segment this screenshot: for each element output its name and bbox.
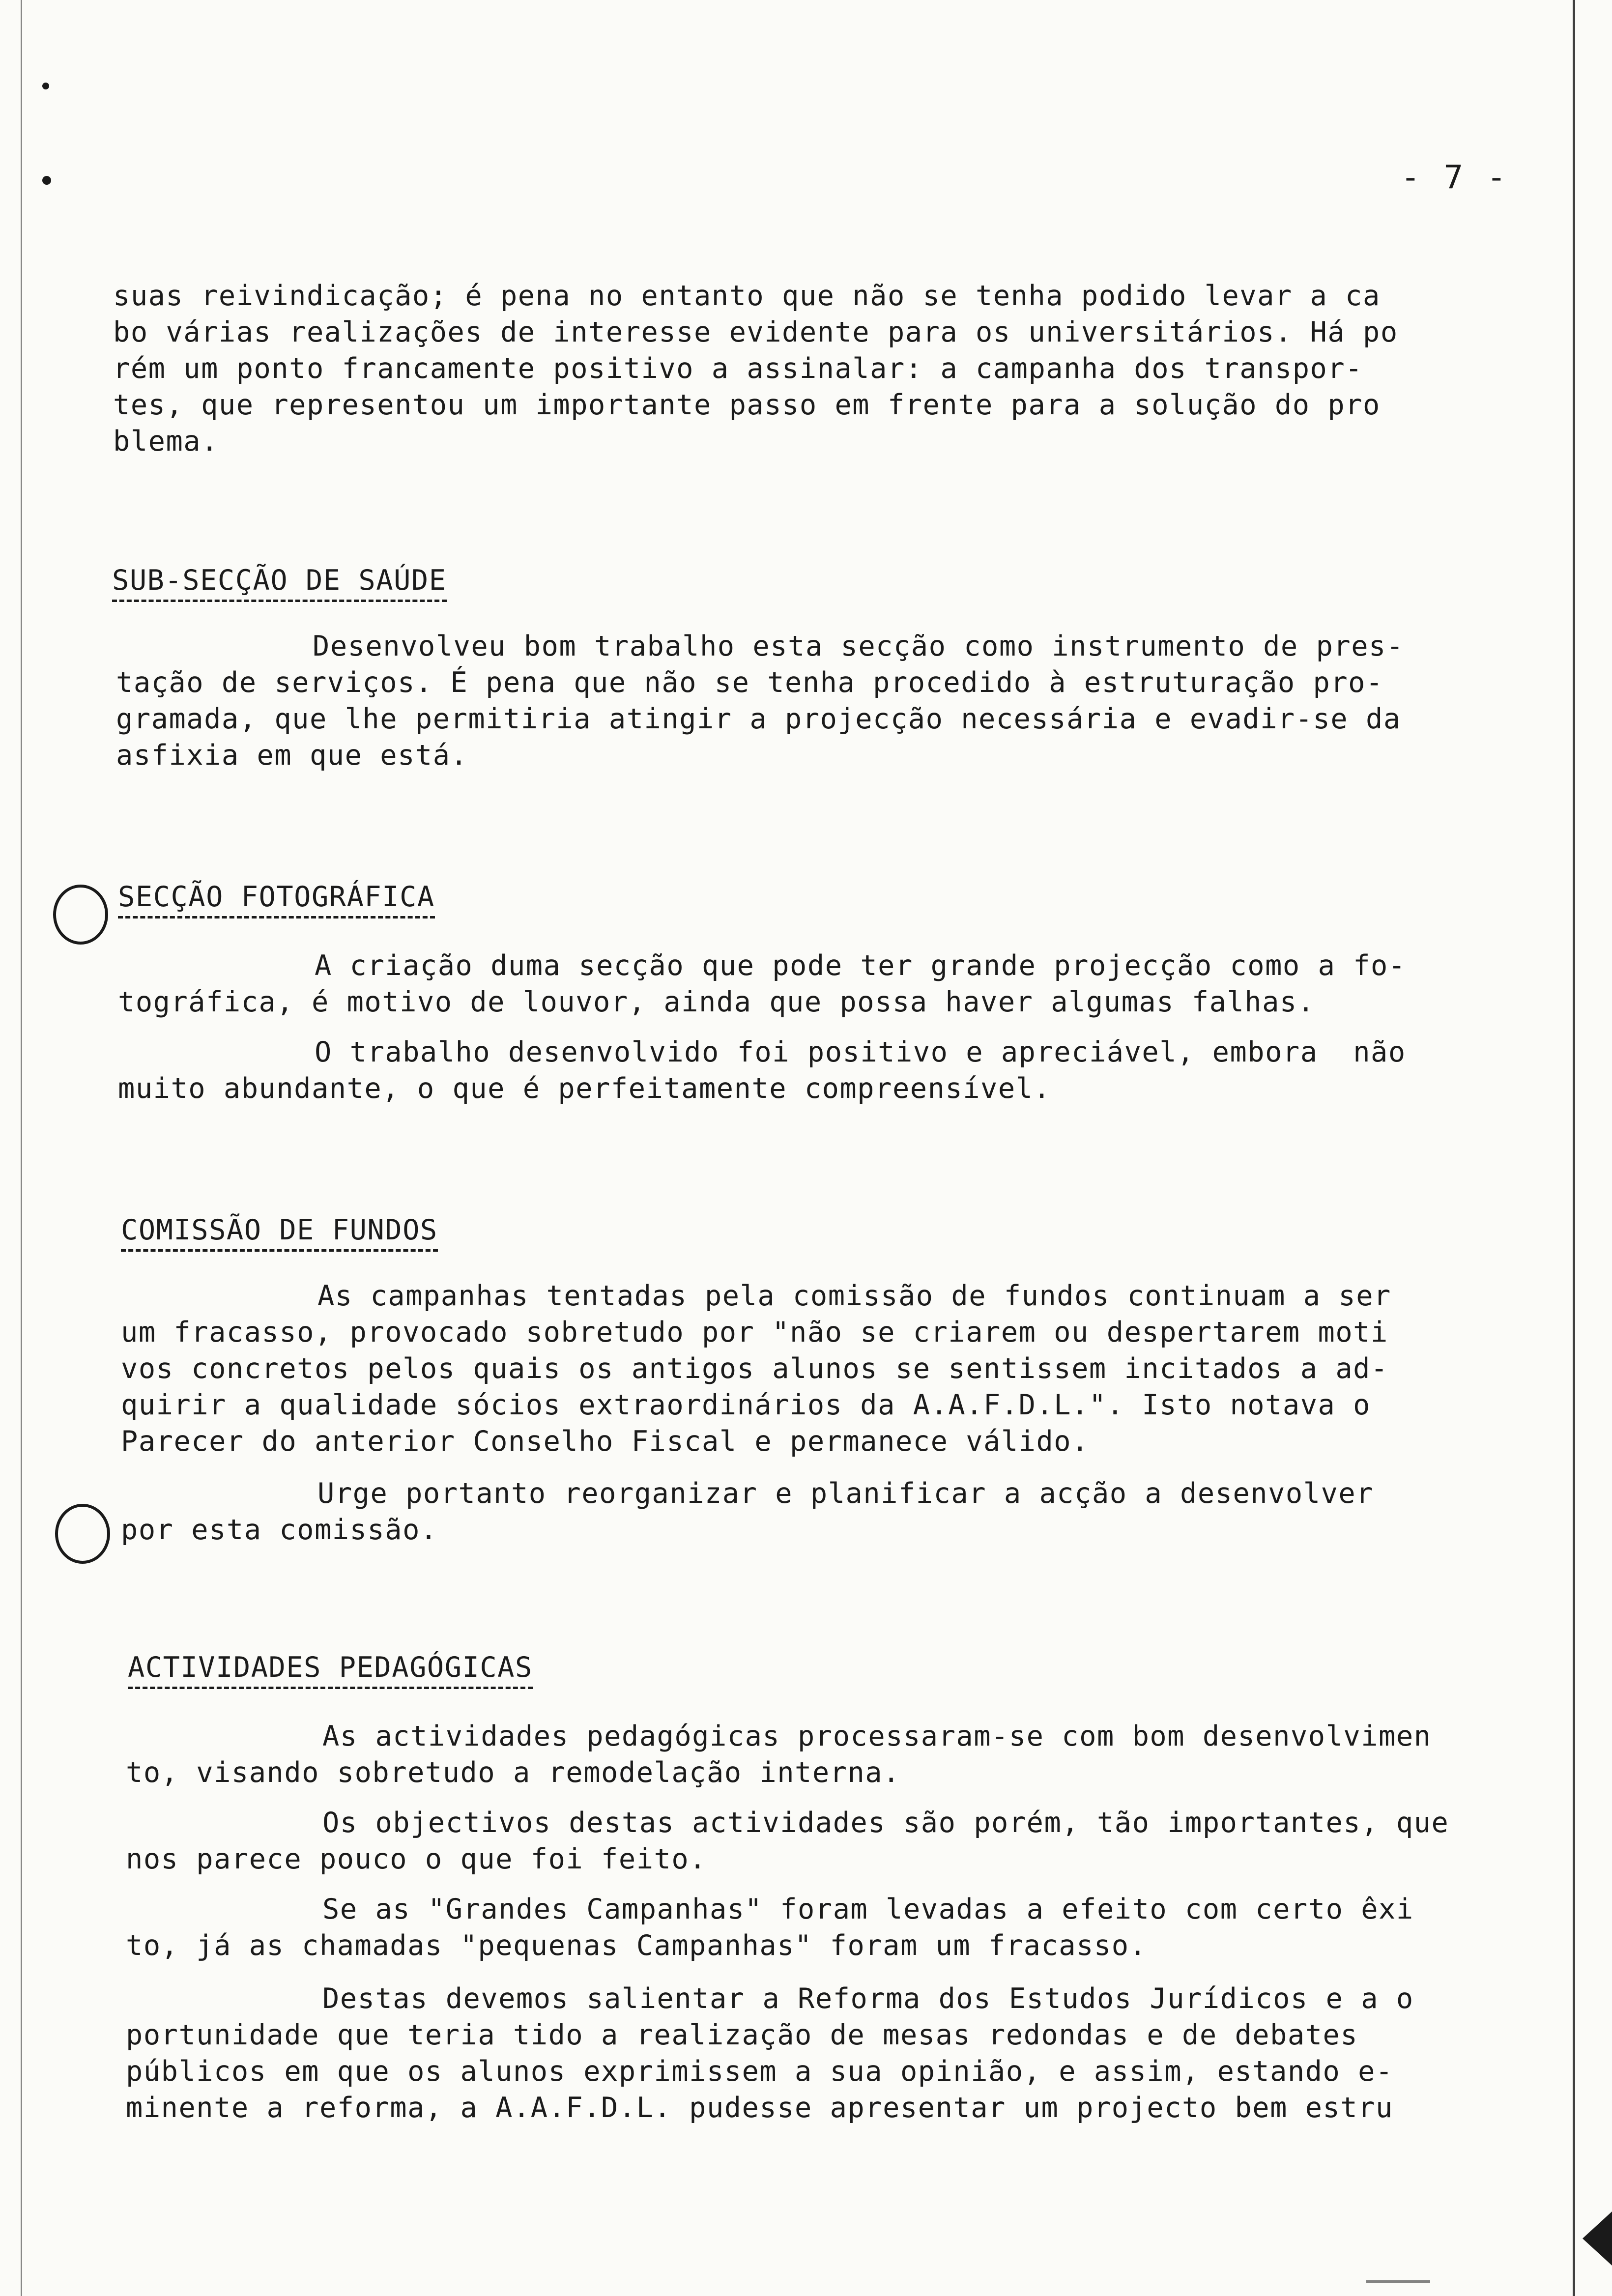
page-left-edge [21,0,22,2296]
page-number: - 7 - [1401,158,1508,196]
scan-mark [42,176,51,185]
text-line: rém um ponto francamente positivo a assinalar: a campanha dos transpor- [113,352,1363,385]
section-paragraph [126,1980,1414,2126]
text-line: to, já as chamadas "pequenas Campanhas" foram um fracasso. [126,1929,1147,1962]
text-line: Parecer do anterior Conselho Fiscal e permanece válido. [121,1425,1089,1458]
section-paragraph [118,947,1406,1020]
text-line: gramada, que lhe permitiria atingir a projecção necessária e evadir-se da [116,703,1401,735]
text-line: Os objectivos destas actividades são porém, tão importantes, que [322,1807,1449,1839]
text-line: quirir a qualidade sócios extraordinários da A.A.F.D.L.". Isto notava o [121,1389,1371,1421]
text-line: asfixia em que está. [116,739,468,772]
text-line: As campanhas tentadas pela comissão de fundos continuam a ser [317,1280,1391,1312]
section-heading-saude: SUB-SECÇÃO DE SAÚDE [112,564,447,602]
section-heading-fundos: COMISSÃO DE FUNDOS [121,1214,438,1252]
text-line: O trabalho desenvolvido foi positivo e apreciável, embora não [315,1036,1406,1068]
section-heading-pedagogicas: ACTIVIDADES PEDAGÓGICAS [128,1651,533,1689]
text-line: A criação duma secção que pode ter grande projecção como a fo- [315,949,1406,982]
text-line: tação de serviços. É pena que não se tenha procedido à estruturação pro- [116,666,1383,699]
text-line: Urge portanto reorganizar e planificar a acção a desenvolver [317,1477,1374,1510]
text-line: Se as "Grandes Campanhas" foram levadas a efeito com certo êxi [322,1893,1414,1925]
text-line: tográfica, é motivo de louvor, ainda que possa haver algumas falhas. [118,986,1315,1018]
intro-paragraph [113,278,1398,459]
section-paragraph [121,1475,1374,1548]
punch-hole [55,1504,110,1564]
scan-mark [1366,2280,1430,2283]
section-paragraph [118,1034,1406,1107]
section-paragraph [126,1805,1449,1877]
text-line: minente a reforma, a A.A.F.D.L. pudesse apresentar um projecto bem estru [126,2092,1393,2124]
text-line: Destas devemos salientar a Reforma dos Estudos Jurídicos e a o [322,1982,1414,2015]
text-line: públicos em que os alunos exprimissem a sua opinião, e assim, estando e- [126,2055,1393,2088]
text-line: nos parece pouco o que foi feito. [126,1843,707,1875]
punch-hole [53,885,108,945]
text-line: tes, que representou um importante passo em frente para a solução do pro [113,389,1381,421]
text-line: por esta comissão. [121,1514,438,1546]
text-line: bo várias realizações de interesse evidente para os universitários. Há po [113,316,1398,348]
section-paragraph [121,1278,1391,1460]
text-line: As actividades pedagógicas processaram-se com bom desenvolvimen [322,1720,1432,1752]
section-paragraph [126,1891,1414,1964]
scan-mark [42,83,49,89]
page-right-edge [1573,0,1575,2296]
section-paragraph [126,1718,1431,1791]
text-line: vos concretos pelos quais os antigos alunos se sentissem incitados a ad- [121,1352,1388,1385]
section-paragraph [116,628,1404,774]
text-line: to, visando sobretudo a remodelação interna. [126,1756,900,1789]
text-line: muito abundante, o que é perfeitamente compreensível. [118,1072,1051,1105]
text-line: blema. [113,425,219,458]
text-line: suas reivindicação; é pena no entanto que não se tenha podido levar a ca [113,280,1381,312]
binder-clip-mark [1583,2211,1612,2266]
section-heading-fotografica: SECÇÃO FOTOGRÁFICA [118,881,435,918]
text-line: um fracasso, provocado sobretudo por "não se criarem ou despertarem moti [121,1316,1388,1349]
text-line: portunidade que teria tido a realização de mesas redondas e de debates [126,2019,1358,2051]
text-line: Desenvolveu bom trabalho esta secção como instrumento de pres- [313,630,1404,662]
